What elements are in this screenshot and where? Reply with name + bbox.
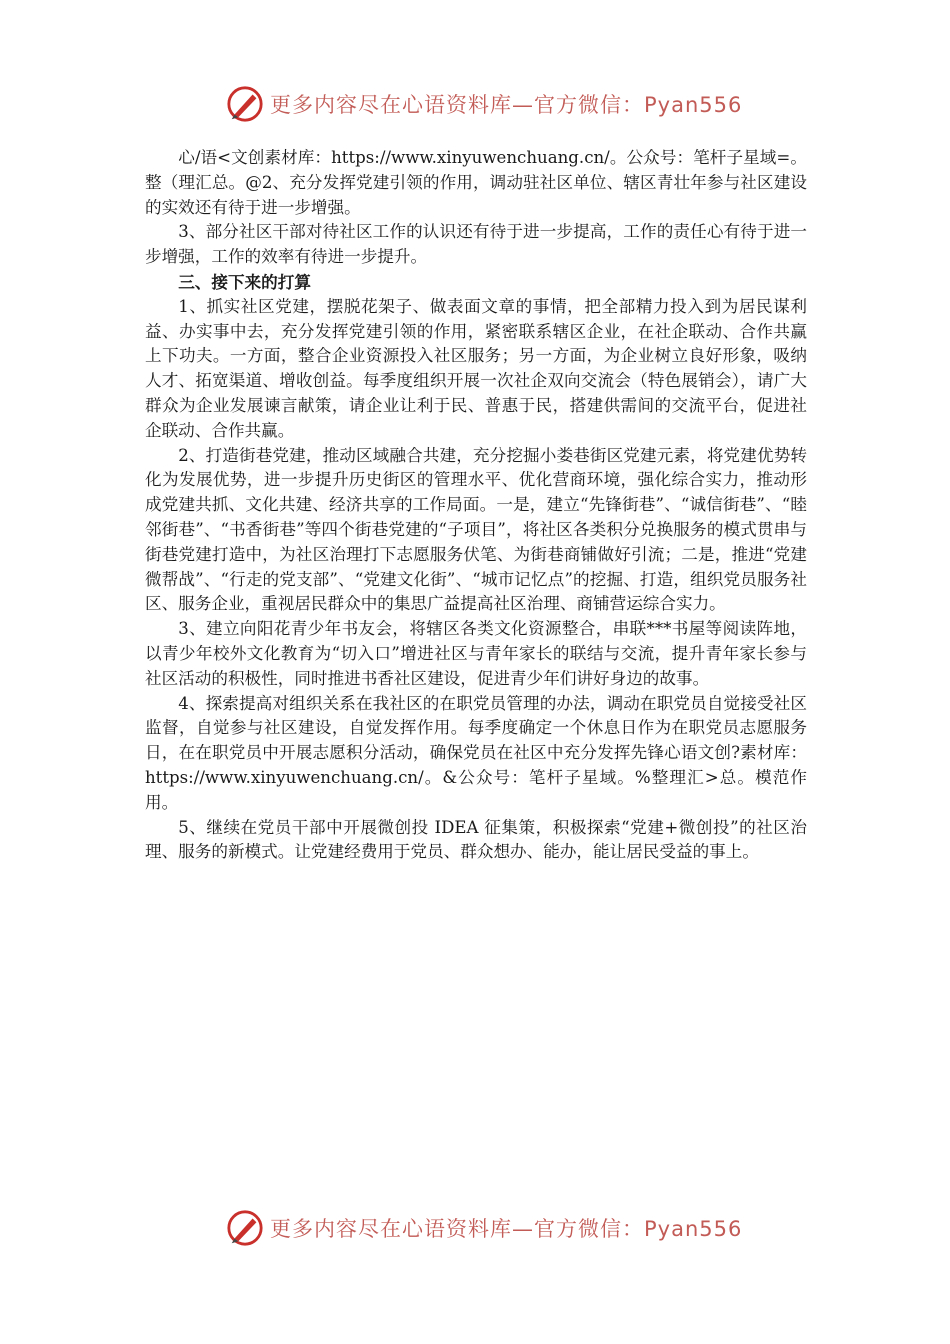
paragraph: 心/语<文创素材库：https://www.xinyuwenchuang.cn/。公众号：笔杆子星域=。整（理汇总。@2、充分发挥党建引领的作用，调动驻社区单位、辖区青壮年参与社区建设的实效还有待于进一步增强。: [145, 148, 807, 217]
pen-logo-icon: [226, 1209, 264, 1247]
paragraph: 1、抓实社区党建，摆脱花架子、做表面文章的事情，把全部精力投入到为居民谋利益、办实事中去，充分发挥党建引领的作用，紧密联系辖区企业，在社企联动、合作共赢上下功夫。一方面，整合企业资源投入社区服务；另一方面，为企业树立良好形象，吸纳人才、拓宽渠道、增收创益。每季度组织开展一次社企双向交流会（特色展销会），请广大群众为企业发展谏言献策，请企业让利于民、普惠于民，搭建供需间的交流平台，促进社企联动、合作共赢。: [145, 296, 807, 440]
paragraph: 2、打造街巷党建，推动区域融合共建，充分挖掘小娄巷街区党建元素，将党建优势转化为发展优势，进一步提升历史街区的管理水平、优化营商环境，强化综合实力，推动形成党建共抓、文化共建、经济共享的工作局面。一是，建立“先锋街巷”、“诚信街巷”、“睦邻街巷”、“书香街巷”等四个街巷党建的“子项目”，将社区各类积分兑换服务的模式贯串与街巷党建打造中，为社区治理打下志愿服务伏笔、为街巷商铺做好引流；二是，推进“党建微帮战”、“行走的党支部”、“党建文化街”、“城市记忆点”的挖掘、打造，组织党员服务社区、服务企业，重视居民群众中的集思广益提高社区治理、商铺营运综合实力。: [145, 445, 807, 614]
footer-banner: [226, 1206, 742, 1250]
footer-banner-text: 更多内容尽在心语资料库—官方微信：Pyan556: [270, 1217, 743, 1241]
section-heading: 三、接下来的打算: [178, 271, 311, 292]
paragraph: 3、建立向阳花青少年书友会，将辖区各类文化资源整合，串联***书屋等阅读阵地，以青少年校外文化教育为“切入口”增进社区与青年家长的联结与交流，提升青年家长参与社区活动的积极性，同时推进书香社区建设，促进青少年们讲好身边的故事。: [145, 619, 807, 688]
header-banner-text: 更多内容尽在心语资料库—官方微信：Pyan556: [270, 93, 743, 117]
paragraph: 5、继续在党员干部中开展微创投 IDEA 征集策，积极探索“党建+微创投”的社区治理、服务的新模式。让党建经费用于党员、群众想办、能办，能让居民受益的事上。: [145, 817, 807, 862]
document-body: [145, 146, 807, 865]
header-banner: [226, 82, 742, 126]
paragraph: 3、部分社区干部对待社区工作的认识还有待于进一步提高，工作的责任心有待于进一步增强，工作的效率有待进一步提升。: [145, 222, 807, 267]
pen-logo-icon: [226, 85, 264, 123]
paragraph: 4、探索提高对组织关系在我社区的在职党员管理的办法，调动在职党员自觉接受社区监督，自觉参与社区建设，自觉发挥作用。每季度确定一个休息日作为在职党员志愿服务日，在在职党员中开展志愿积分活动，确保党员在社区中充分发挥先锋心语文创?素材库：https://www.xinyuwenchuang.cn/。&公众号：笔杆子星域。%整理汇>总。模范作用。: [145, 693, 807, 812]
